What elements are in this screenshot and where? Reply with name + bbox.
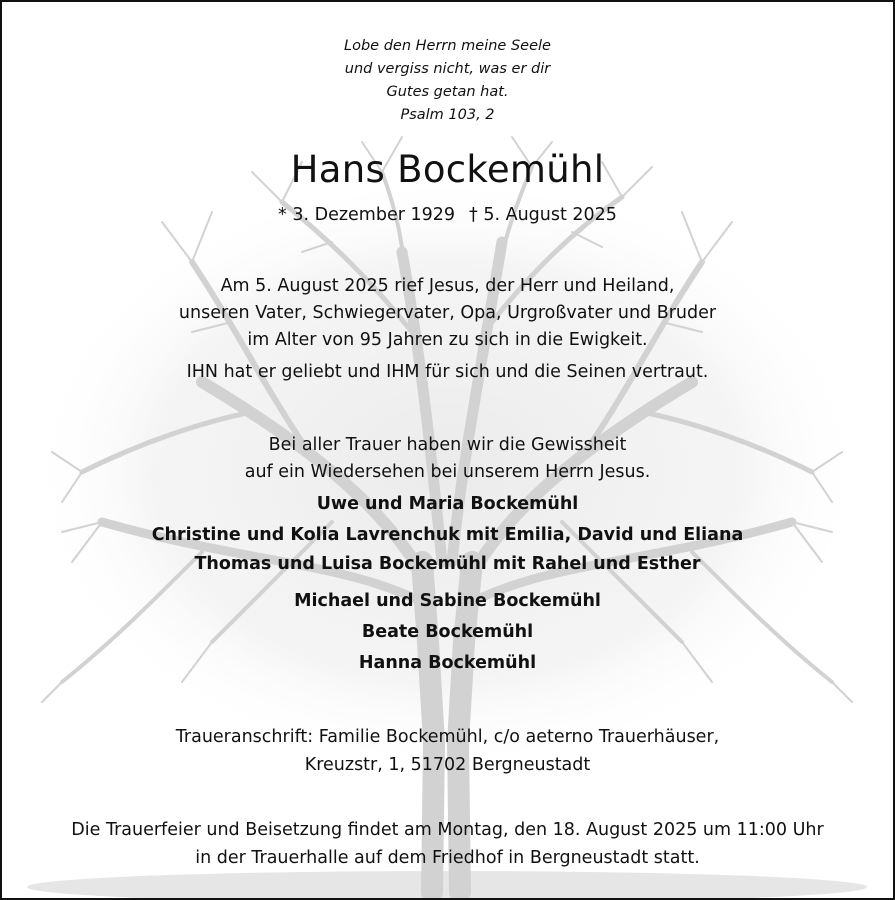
deceased-name: Hans Bockemühl [290, 148, 605, 191]
sibling-name: Beate Bockemühl [361, 622, 534, 642]
faith-line: IHN hat er geliebt und IHM für sich und die Seinen vertraut. [186, 362, 709, 382]
mourner-name: Christine und Kolia Lavrenchuk mit Emilia, David und Eliana [151, 525, 744, 545]
announcement-line: Am 5. August 2025 rief Jesus, der Herr und Heiland, [220, 276, 675, 296]
life-dates [2, 205, 893, 225]
verse-line: Gutes getan hat. [386, 84, 509, 100]
death-cross-icon: † [469, 205, 478, 225]
death-date: 5. August 2025 [483, 205, 617, 225]
verse-reference: Psalm 103, 2 [400, 107, 495, 123]
verse-line: und vergiss nicht, was er dir [344, 61, 551, 77]
address-line: Kreuzstr, 1, 51702 Bergneustadt [304, 755, 591, 775]
verse-line: Lobe den Herrn meine Seele [344, 38, 551, 54]
hope-line: auf ein Wiedersehen bei unserem Herrn Jesus. [244, 462, 651, 482]
announcement-line: unseren Vater, Schwiegervater, Opa, Urgroßvater und Bruder [178, 303, 717, 323]
notice-content [2, 2, 893, 898]
hope-line: Bei aller Trauer haben wir die Gewissheit [268, 435, 627, 455]
sibling-name: Michael und Sabine Bockemühl [294, 591, 601, 611]
announcement-line: im Alter von 95 Jahren zu sich in die Ewigkeit. [247, 330, 648, 350]
address-line: Traueranschrift: Familie Bockemühl, c/o aeterno Trauerhäuser, [175, 727, 720, 747]
birth-date: * 3. Dezember 1929 [278, 205, 456, 225]
sibling-name: Hanna Bockemühl [358, 653, 537, 673]
mourner-name: Thomas und Luisa Bockemühl mit Rahel und Esther [194, 554, 701, 574]
mourner-name: Uwe und Maria Bockemühl [316, 494, 579, 514]
funeral-line: in der Trauerhalle auf dem Friedhof in Bergneustadt statt. [195, 848, 700, 868]
funeral-line: Die Trauerfeier und Beisetzung findet am Montag, den 18. August 2025 um 11:00 Uhr [71, 820, 824, 840]
